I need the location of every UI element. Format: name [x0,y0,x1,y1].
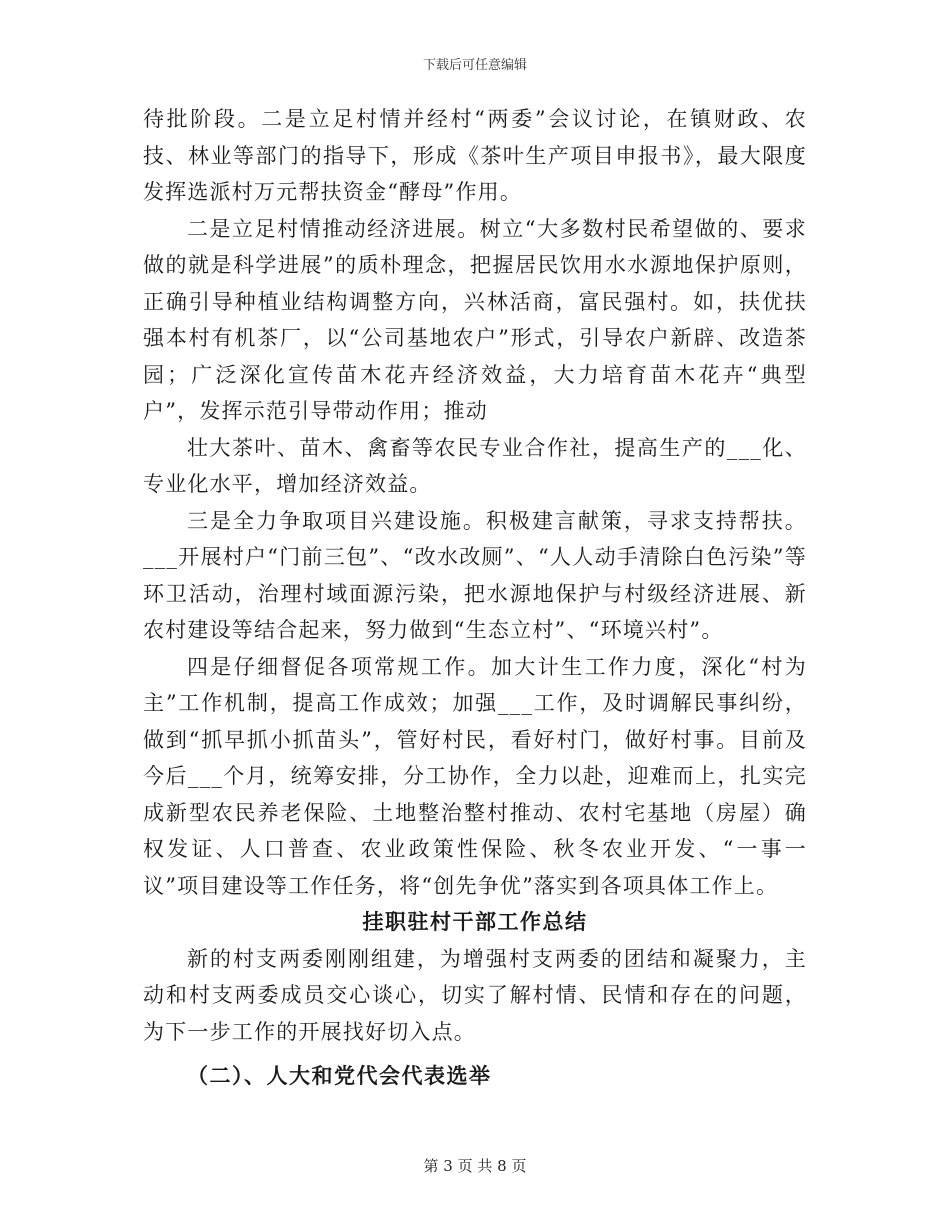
paragraph-continuation: 待批阶段。二是立足村情并经村“两委”会议讨论，在镇财政、农技、林业等部门的指导下，形成《茶叶生产项目申报书》，最大限度发挥选派村万元帮扶资金“酵母”作用。 [143,107,807,204]
page-number: 第 3 页 共 8 页 [423,1157,527,1175]
paragraph-economic-development: 二是立足村情推动经济进展。树立“大多数村民希望做的、要求做的就是科学进展”的质朴理念，把握居民饮用水水源地保护原则，正确引导种植业结构调整方向，兴林活商，富民强村。如，扶优扶强本村有机茶厂，以“公司基地农户”形式，引导农户新辟、改造茶园；广泛深化宣传苗木花卉经济效益，大力培育苗木花卉“典型户”，发挥示范引导带动作用；推动 [143,216,807,423]
document-body [143,101,807,1095]
section-subheading: （二）、人大和党代会代表选举 [187,1063,492,1088]
section-paragraph: 新的村支两委刚刚组建，为增强村支两委的团结和凝聚力，主动和村支两委成员交心谈心，切实了解村情、民情和存在的问题，为下一步工作的开展找好切入点。 [143,946,807,1044]
paragraph-project-facilities: 三是全力争取项目兴建设施。积极建言献策，寻求支持帮扶。___开展村户“门前三包”、“改水改厕”、“人人动手清除白色污染”等环卫活动，治理村域面源污染，把水源地保护与村级经济进展、新农村建设等结合起来，努力做到“生态立村”、“环境兴村”。 [143,508,807,642]
page-header-note: 下载后可任意编辑 [422,58,527,73]
paragraph-cooperatives: 壮大茶叶、苗木、禽畜等农民专业合作社，提高生产的___化、专业化水平，增加经济效益。 [143,435,807,496]
section-title: 挂职驻村干部工作总结 [362,909,588,934]
paragraph-routine-work: 四是仔细督促各项常规工作。加大计生工作力度，深化“村为主”工作机制，提高工作成效；加强___工作，及时调解民事纠纷，做到“抓早抓小抓苗头”，管好村民，看好村门，做好村事。目前及今后___个月，统筹安排，分工协作，全力以赴，迎难而上，扎实完成新型农民养老保险、土地整治整村推动、农村宅基地（房屋）确权发证、人口普查、农业政策性保险、秋冬农业开发、“一事一议”项目建设等工作任务，将“创先争优”落实到各项具体工作上。 [143,654,807,898]
